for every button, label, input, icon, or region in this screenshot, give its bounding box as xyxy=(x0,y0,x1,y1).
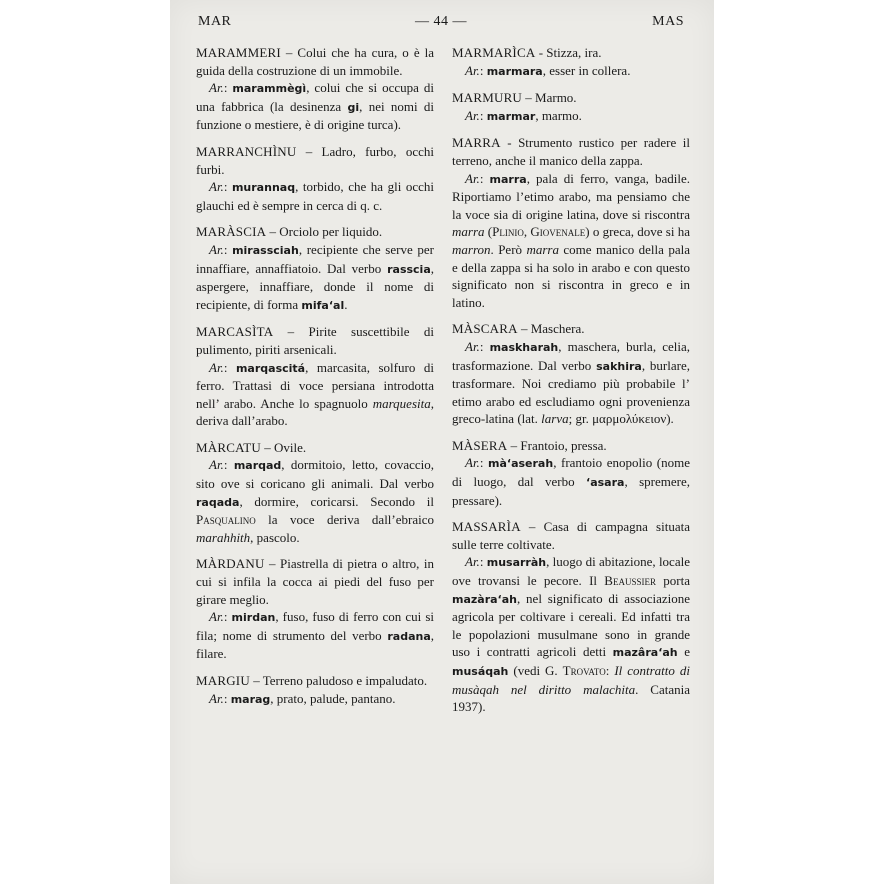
etymology-text: , colui che si occupa di una fabbrica (la desinenza xyxy=(196,80,434,114)
etymology-text: , esser in collera. xyxy=(542,62,631,78)
italic-term: marquesita xyxy=(372,395,431,411)
arabic-term: mifa‘al xyxy=(301,298,345,312)
etymology-text: , pascolo. xyxy=(250,529,300,545)
headword: MASSARÌA xyxy=(452,519,521,535)
arabic-term: marag xyxy=(230,692,271,706)
definition: – Piastrella di pietra o altro, in cui si infila la cocca ai piedi del fuso per girare meglio. xyxy=(196,556,434,607)
arabic-term: musarràh xyxy=(486,556,547,570)
running-header xyxy=(198,14,684,34)
etymology-text: , maschera, burla, celia, trasformazione. Dal verbo xyxy=(452,338,690,373)
italic-term: Il contratto di musàqah nel diritto malachita xyxy=(452,663,690,697)
definition: – Casa di campagna situata sulle terre coltivate. xyxy=(452,519,690,552)
entry-massaria: MASSARÌA – Casa di campagna situata sulle terre coltivate. Ar.: musarràh, luogo di abitazione, locale ove trovansi le pecore. Il Beaussier porta mazàra‘ah, nel significato di associazione agricola per coltivare i cereali. Ed infatti tra le popolazioni musulmane sono in grande uso i contratti agricoli detti mazâra‘ah e musáqah (vedi G. Trovato: Il contratto di musàqah nel diritto malachita. Catania 1937). xyxy=(452,519,690,715)
arabic-term: sakhira xyxy=(596,359,642,373)
arabic-term: mazàra‘ah xyxy=(452,592,517,606)
arabic-term: mirdan xyxy=(231,611,276,625)
author-name: Plinio, Giovenale xyxy=(492,224,586,240)
etymology-text: , marmo. xyxy=(535,107,582,123)
arabic-label: Ar. xyxy=(465,62,480,78)
arabic-label: Ar. xyxy=(209,609,224,625)
etymology-text: ; gr. μαρμολύκειον). xyxy=(568,411,674,427)
arabic-term: radana xyxy=(387,629,431,643)
arabic-term: maskharah xyxy=(489,340,559,354)
arabic-label: Ar. xyxy=(209,359,224,375)
etymology-text: , luogo di abitazione, locale ove trovansi le pecore. Il xyxy=(452,554,690,589)
arabic-term: marra xyxy=(489,172,527,186)
etymology-text: ( xyxy=(484,224,493,240)
headword: MÀSERA xyxy=(452,437,508,453)
italic-term: marra xyxy=(526,241,559,257)
arabic-term: rasscia xyxy=(387,262,431,276)
definition: – Frantoio, pressa. xyxy=(507,437,607,453)
dictionary-page xyxy=(170,0,714,884)
entry-marranchinu: MARRANCHÌNU – Ladro, furbo, occhi furbi. Ar.: murannaq, torbido, che ha gli occhi glauchi ed è sempre in cerca di q. c. xyxy=(196,143,434,213)
etymology-text: . Però xyxy=(490,241,527,257)
arabic-label: Ar. xyxy=(465,554,480,570)
definition: – Maschera. xyxy=(517,321,585,337)
headword: MARMARÌCA xyxy=(452,45,536,60)
etymology-text: , burlare, trasformare. Noi crediamo più probabile l’ etimo arabo ed escludiamo ogni provenienza greco-latina (lat. xyxy=(452,357,690,427)
arabic-term: murannaq xyxy=(231,181,296,195)
arabic-term: ‘asara xyxy=(586,476,625,490)
arabic-term: mà‘aserah xyxy=(488,457,554,471)
etymology-text: , frantoio enopolio (nome di luogo, dal verbo xyxy=(452,455,690,490)
entry-marcasita: MARCASÌTA – Pirite suscettibile di pulimento, piriti arsenicali. Ar.: marqascitá, marcasita, solfuro di ferro. Trattasi di voce persiana introdotta nell’ arabo. Anche lo spagnuolo marquesita, deriva dall’arabo. xyxy=(196,324,434,429)
definition: – Ladro, furbo, occhi furbi. xyxy=(196,143,434,177)
definition: – Marmo. xyxy=(522,90,577,106)
headword: MARCASÌTA xyxy=(196,324,274,340)
etymology-text: , torbido, che ha gli occhi glauchi ed è sempre in cerca di q. c. xyxy=(196,179,434,213)
etymology-text: (vedi G. xyxy=(508,663,563,678)
italic-term: marra xyxy=(452,224,485,240)
arabic-term: mazâra‘ah xyxy=(612,646,678,660)
definition: - Strumento rustico per radere il terreno, anche il manico della zappa. xyxy=(452,135,690,168)
arabic-term: raqada xyxy=(196,495,240,509)
etymology-text: come manico della pala e della zappa si ha solo in arabo e con questo significato non si riscontra in greco e in latino. xyxy=(452,241,690,310)
author-name: Pasqualino xyxy=(196,512,256,528)
headword: MARMURU xyxy=(452,90,523,106)
etymology-text: porta xyxy=(655,573,690,589)
etymology-text: , nei nomi di funzione o mestiere, è di origine turca). xyxy=(196,98,435,133)
entry-mardanu: MÀRDANU – Piastrella di pietra o altro, in cui si infila la cocca ai piedi del fuso per girare meglio. Ar.: mirdan, fuso, fuso di ferro con cui si fila; nome di strumento del verbo radana, filare. xyxy=(196,556,434,662)
arabic-term: mirassciah xyxy=(232,243,299,257)
etymology-text: , dormitoio, letto, covaccio, sito ove si coricano gli animali. Dal verbo xyxy=(196,457,434,492)
entry-marmarica: MARMARÌCA - Stizza, ira. Ar.: marmara, esser in collera. xyxy=(452,45,631,78)
italic-term: marron xyxy=(452,241,491,257)
header-left: MAR xyxy=(198,14,232,29)
etymology-text: , pala di ferro, vanga, badile. Riportiamo l’etimo arabo, ma pensiamo che la voce sia di origine latina, dove si riscontra xyxy=(452,170,690,222)
italic-term: marahhith xyxy=(196,529,251,545)
arabic-label: Ar. xyxy=(209,690,224,706)
definition: – Terreno paludoso e impaludato. xyxy=(249,673,428,688)
right-column xyxy=(452,44,690,725)
arabic-label: Ar. xyxy=(465,338,480,354)
italic-term: larva xyxy=(541,411,569,427)
headword: MARGIU xyxy=(196,673,250,688)
entry-mascara: MÀSCARA – Maschera. Ar.: maskharah, maschera, burla, celia, trasformazione. Dal verbo sakhira, burlare, trasformare. Noi crediamo più probabile l’ etimo arabo ed escludiamo ogni provenienza greco-latina (lat. larva; gr. μαρμολύκειον). xyxy=(452,321,690,427)
entry-marra: MARRA - Strumento rustico per radere il terreno, anche il manico della zappa. Ar.: marra, pala di ferro, vanga, badile. Riportiamo l’etimo arabo, ma pensiamo che la voce sia di origine latina, dove si riscontra marra (Plinio, Giovenale) o greca, dove si ha marron. Però marra come manico della pala e della zappa si ha solo in arabo e con questo significato non si riscontra in greco e in latino. xyxy=(452,135,690,310)
arabic-term: gi xyxy=(347,100,360,114)
entry-marascia: MARÀSCIA – Orciolo per liquido. Ar.: mirassciah, recipiente che serve per innaffiare, annaffiatoio. Dal verbo rasscia, aspergere, innaffiare, donde il nome di recipiente, di forma mifa‘al. xyxy=(196,224,434,312)
header-right: MAS xyxy=(652,14,684,29)
etymology-text: , dormire, coricarsi. Secondo il xyxy=(239,493,434,509)
definition: – Orciolo per liquido. xyxy=(266,224,383,240)
left-column xyxy=(196,44,434,717)
arabic-term: musáqah xyxy=(452,665,509,678)
headword: MÀSCARA xyxy=(452,321,518,337)
headword: MÀRCATU xyxy=(196,439,261,455)
arabic-label: Ar. xyxy=(465,455,480,471)
etymology-text: , spremere, pressare). xyxy=(452,474,690,508)
arabic-term: marqascitá xyxy=(235,361,306,375)
etymology-text: . Catania 1937). xyxy=(452,681,690,715)
arabic-label: Ar. xyxy=(209,241,224,257)
etymology-text: ) o greca, dove si ha xyxy=(585,224,690,240)
etymology-text: la voce deriva dall’ebraico xyxy=(255,512,434,528)
etymology-text: , fuso, fuso di ferro con cui si fila; nome di strumento del verbo xyxy=(196,609,434,643)
entry-marcatu: MÀRCATU – Ovile. Ar.: marqad, dormitoio, letto, covaccio, sito ove si coricano gli animali. Dal verbo raqada, dormire, coricarsi. Secondo il Pasqualino la voce deriva dall’ebraico marahhith, pascolo. xyxy=(196,439,434,545)
arabic-label: Ar. xyxy=(465,107,480,123)
entry-marmuru: MARMURU – Marmo. Ar.: marmar, marmo. xyxy=(452,90,582,123)
arabic-term: marmara xyxy=(486,64,543,78)
definition: - Stizza, ira. xyxy=(535,45,602,60)
etymology-text: , filare. xyxy=(196,627,434,662)
arabic-label: Ar. xyxy=(209,457,224,473)
definition: – Colui che ha cura, o è la guida della costruzione di un immobile. xyxy=(196,45,434,78)
arabic-label: Ar. xyxy=(465,170,480,186)
etymology-text: . xyxy=(344,296,348,312)
page-number: — 44 — xyxy=(415,14,467,29)
arabic-label: Ar. xyxy=(209,80,224,96)
arabic-term: marmar xyxy=(486,109,536,123)
etymology-text: , nel significato di associazione agricola per coltivare i cereali. Ed infatti tra le popolazioni musulmane sono in grande uso i contratti agricoli detti xyxy=(452,590,690,660)
arabic-term: marammègì xyxy=(232,82,307,96)
arabic-label: Ar. xyxy=(209,179,224,195)
author-name: Beaussier xyxy=(604,573,656,589)
etymology-text: , recipiente che serve per innaffiare, annaffiatoio. Dal verbo xyxy=(196,241,434,276)
author-name: Trovato xyxy=(562,663,606,678)
headword: MARRA xyxy=(452,135,501,151)
headword: MARAMMERI xyxy=(196,45,281,60)
arabic-term: marqad xyxy=(233,459,282,473)
etymology-text: e xyxy=(677,644,690,660)
definition: – Pirite suscettibile di pulimento, piriti arsenicali. xyxy=(196,324,434,357)
etymology-text: , deriva dall’arabo. xyxy=(196,395,434,429)
entry-masera: MÀSERA – Frantoio, pressa. Ar.: mà‘aserah, frantoio enopolio (nome di luogo, dal verbo ‘asara, spremere, pressare). xyxy=(452,437,690,508)
etymology-text: : xyxy=(605,663,615,678)
etymology-text: , prato, palude, pantano. xyxy=(270,690,396,706)
entry-margiu: MARGIU – Terreno paludoso e impaludato. Ar.: marag, prato, palude, pantano. xyxy=(196,673,428,706)
etymology-text: , marcasita, solfuro di ferro. Trattasi di voce persiana introdotta nell’ arabo. Anche lo spagnuolo xyxy=(196,359,434,411)
etymology-text: , aspergere, innaffiare, donde il nome di recipiente, di forma xyxy=(196,260,434,312)
headword: MÀRDANU xyxy=(196,556,265,572)
headword: MARRANCHÌNU xyxy=(196,143,297,159)
definition: – Ovile. xyxy=(260,439,307,455)
entry-marammeri: MARAMMERI – Colui che ha cura, o è la guida della costruzione di un immobile. Ar.: marammègì, colui che si occupa di una fabbrica (la desinenza gi, nei nomi di funzione o mestiere, è di origine turca). xyxy=(196,45,435,133)
headword: MARÀSCIA xyxy=(196,224,267,240)
